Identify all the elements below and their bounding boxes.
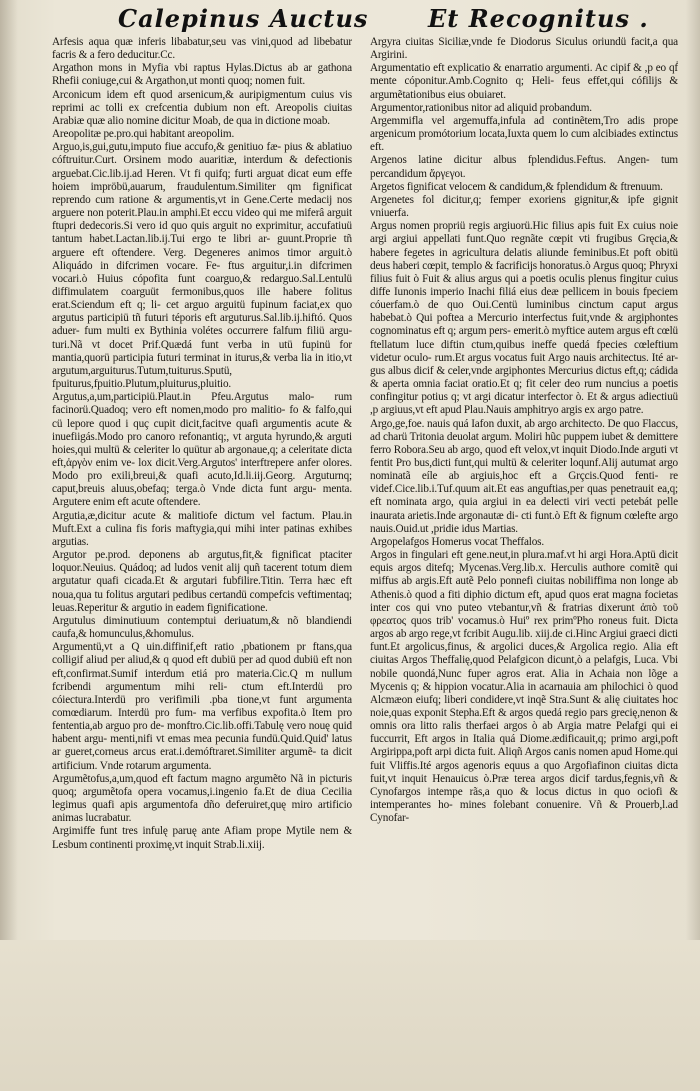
dictionary-entry: Argenetes fol dicitur,q; femper exoriens gignitur,& ipfe gignit vniuerfa. (370, 193, 678, 220)
dictionary-entry: Argumentü,vt a Q uin.diffinif,eft ratio ,pbationem pr ftans,qua colligif aliud per aliud,& q quod eft dubiü per ad quod dubiü eft non eft,confirmat.Sumif interdum etiá pro materia.Cic.Q m nullum fcribendi argumentum mihi reli- ctum eft.Interdü pro cóiectura.Interdü pro verifimili .pba tione,vt funt argumenta comœdiarum. Interdü pro fum- ma verfibus expofita.ò Item pro fententia,ab arguo pro de- monftro.Cic.lib.offi.Tabulę vero nouę quid habent argu- menti,nifi vt emas mea pecunia fundü.Quid.Quid' latus ar gueret,corneus arcus erat.i.demóftraret.Similiter argumẽ- ta dicit artificium. Vnde rotarum argumenta. (52, 641, 352, 772)
page-edge-shadow (686, 0, 700, 1091)
dictionary-entry: Areopolitæ pe.pro.qui habitant areopolim. (52, 128, 235, 141)
dictionary-entry: Argyra ciuitas Siciliæ,vnde fe Diodorus Siculus oriundü facit,a qua Argirini. (370, 36, 678, 62)
dictionary-entry: Argumentatio eft explicatio & enarratio argumenti. Ac cipif & ,p eo qḟ mente cóponitur.Amb.Cognito q; Heli- feus effet,qui cófilijs & argumẽtationibus eius obuiaret. (370, 62, 678, 101)
dictionary-entry: Arconicum idem eft quod arsenicum,& auripigmentum cuius vis reprimi ac tolli ex crefcentia dubium non eft. Areopolis ciuitas Arabiæ quæ alio nomine dicitur Moab, de qua in dictione moab. (52, 88, 352, 127)
right-text-column (370, 36, 678, 936)
running-head (110, 4, 660, 34)
dictionary-entry: Argutia,æ,dicitur acute & malitiofe dictum vel factum. Plau.in Muft.Ext a culina fis foris maftygia,qui mihi inter patinas exhibes argutias. (52, 509, 352, 548)
running-head-left: Calepinus Auctus (118, 4, 369, 33)
page-gutter-shadow (0, 0, 18, 1091)
dictionary-entry: Argus nomen propriü regis argiuorü.Hic filius apis fuit Ex cuius noie argi argiui appellati funt.Quo regnãte cœpit vti frugibus Gręcia,& habere fegetes in agricultura delatis aliunde feminibus.Et poft obitü deus haberi cœpit, templo & facrificijs honoratus.ò Argus quoq; Phryxi filius fuit ò Fuit & alius argus qui a poetis oculis plenus fingitur cuius diffe Iunonis imperio Inachi filiá eius deæ pellicem in bouis fpeciem cóuerfam.ò de quo Oui.Centü luminibus cinctum caput argus habebat.ò Qui poftea a Mercurio interfectus fuit,vnde & argiphontes cognominatus eft q; argum pers- emerit.ò myftice autem argus eft cœlü ftellatum luce diftin ctum,quibus ineffe quedá fpecies cœleftium videtur oculo- rum.Et argus vocatus fuit Argo nauis architectus. Ité ar- gus albus dicif & celer,vnde argiphontes Mercurius dictus eft,q; cádida & aperta omnia faciat oratio.Et q; fit celer deo rum nuncius a poetis confingitur potius q; vt argi dicatur interfector ò. Et & argus adiectiuü ,p argiuus,vt eft apud Plau.Nauis amphitryo argis ex argo patre. (370, 220, 678, 417)
dictionary-entry: Argos in fingulari eft gene.neut,in plura.maf.vt hi argi Hora.Aptü dicit equis argos ditefq; Mycenas.Verg.lib.x. Herculis authore comitẽ qui miffus ab argis.Eft autẽ Pelo ponnefi ciuitas nobiliffima non longe ab Athenis.ò quod a fiti diphio dictum eft, apud quos erat magna focietas inter cos qui vno puteo vtebantur,vñ & fratrias dixerunt ἀπὸ τοῦ φρεατος quos trib' vocamus.ò Huiº rex primºPho roneus fuit. Dicta argos ab argo rege,vt fcribit Augu.lib. xiij.de ci.Hinc Argiui graeci dicti funt.Et argolicus,finus, & argolici duces,& Argolica regio. Alia eft ciuitas Argos Theffalię,quod Pelafgicon dicunt,ò a pelafgis, Luca. Vbi nobile quondá,Nunc fuper agros erat. Alia in Achaia non lõge a Mycenis q; & hippion vocatur.Alia in acarnauia am philochici ò quod Alcmæon eiufq; liberi condidere,vt inqẽ Stra.Sunt & alię ciuitates hoc noie,quas exponit Stepha.Eft & argos quedá regio pars grecię,nenon & omnis ora litto ralis therfaei argos ò ab Argia matre Pelafgi qui ei fuccurrit, Eft argos in Italia quá Diome.ædificauit,q; primo argi,poft Argirippa,poft arpi dicta fuit. Aliqñ Argos canis nomen apud Home.qui fuit Vliffis.Ité argos agenoris equus a quo Argofiafinon ciuitas dicta fuit,vt inquit Henauicus ò.Præ terea argos dicif tardus,fegnis,vñ & Cynofargos intempe rãs,a quo & locus dictus in quo ociofi & intemperantes ho- mines folebant conuenire. Vñ & Prouerb,l.ad Cynofar- (370, 549, 678, 825)
dictionary-entry: Argumentor,rationibus nitor ad aliquid probandum. (370, 101, 592, 114)
page-bottom-margin (0, 940, 700, 1091)
dictionary-entry: Argemmifla vel argemuffa,infula ad continẽtem,Tro adis prope argenicum promótorium locata,Iuxta quem lo cum alcibiades extinctus eft. (370, 114, 678, 154)
dictionary-entry: Argimiffe funt tres infulę paruę ante Afiam prope Mytile nem & Lesbum continenti proximę,vt inquit Strab.li.xiij. (52, 825, 352, 851)
dictionary-entry: Argathon mons in Myfia vbi raptus Hylas.Dictus ab ar gathona Rhefii coniuge,cui & Argathon,ut monti quoq; nomen fuit. (52, 62, 352, 88)
dictionary-entry: Arguo,is,gui,gutu,imputo fiue accufo,& genitiuo fæ- pius & ablatiuo cóftruitur.Curt. Orsinem modo auaritiæ, interdum & defectionis arguebat.Cic.lib.ij.ad Heren. Vt fi quifq; furti arguat dicat eum effe hoiem impröbü,auarum, fraudulentum.Similiter qm fignificat reprendo cum ratione & argumentis,vt in Gene.Certe medacij nos arguere non poterit.Plau.in amphi.Et eccu video qui me miferâ arguit ftupri dedecoris.Si vero id quo quis arguit no exprimitur, accufatiuü tantum habet.Lactan.lib.ij.Tui ergo te libri ar- guunt.Proprie tñ arguere eft oftendere. Verg. Degeneres animos timor arguit.ò Aliquádo in difcrimen vocare. Fe- ftus arguitur,i.in difcrimen vocari.ò Huius cópofita funt coarguo,& redarguo.Sal.Lentulü diffimulatem coarguüt fermonibus,quos ille habere folitus erat.Sciendum eft q; li- cet arguo arguitü fupinum faciat,ex quo argutus participiü tñ futuri téporis eft arguturus.Sal.lib.ij.hiftó. Quos aduer- fum multi ex Bythinia volétes occurrere falfum filiü argu- turi.Nã vt docet Prif.Quædá funt verba in utü fupinü for mantia,quorü participia futuri terminat in iturus,& verba lia in itio,vt argutum,arguiturus.Tutum,tuiturus.Sputü, fpuiturus,fpuitio.Plutum,pluiturus,pluitio. (52, 141, 352, 391)
left-text-column (52, 36, 352, 936)
dictionary-entry: Argutor pe.prod. deponens ab argutus,fit,& fignificat ptaciter loquor.Neuius. Quádoq; ad ludos venit alij quñ tacerent totum diem argutatur quafi cicada.Et & argutari fubfilire.Titin. Terra hæc eft noua,qua tu folitus argutari pedibus certandü compefcis veftimentaq; leuas.Reperitur & argutio in eadem fignificatione. (52, 549, 352, 614)
dictionary-entry: Argumẽtofus,a,um,quod eft factum magno argumẽto Nã in picturis quoq; argumẽtofa opera vocamus,i.ingenio fa.Et de diua Cecilia legimus quafi apis argumentofa dño deferuiret,quę miro artificio animas lucrabatur. (52, 772, 352, 825)
dictionary-entry: Arfesis aqua quæ inferis libabatur,seu vas vini,quod ad libebatur facris & a fero deducitur.Cc. (52, 36, 352, 62)
dictionary-entry: Argutus,a,um,participiü.Plaut.in Pfeu.Argutus malo- rum facinorü.Quadoq; vero eft nomen,modo pro malitio- fo & falfo,qui cü lepore quod i quç cupit dicit,facitve quafi argumentis acute & inuefiigás.Modo pro canoro refonantiq;, vt arguta hyrundo,& arguti hoies,qui multü & celeriter lo quütur ab argonaue,q; a celeritate dicta eft,ἀργὸν enim ve- lox dicit.Verg.Argutos' interftrepere anfer olores. Modo pro exili,breui,& quafi acuto,Id.li.iij.Georg. Arguturnq; caput,breuis aluus,obefaq; terga.ò Vnde dicta funt argu- menta. Argutere enim eft acute oftendere. (52, 391, 352, 509)
dictionary-entry: Argutulus diminutiuum contemptui deriuatum,& nõ blandiendi caufa,& homunculus,&homulus. (52, 614, 352, 641)
dictionary-entry: Argopelafgos Homerus vocat Theffalos. (370, 535, 545, 548)
dictionary-entry: Argo,ge,foe. nauis quá Iafon duxit, ab argo architecto. De quo Flaccus, ad charü Tritonia deuolat argum. Moliri hũc puppem iubet & demittere ferro Robora.Seu ab argo, quod eft velox,vt inquit Diodo.Inde arguti vt fentit Pro bus,dicti funt,qui multü & celeriter loqunf.Alij autumat argo nominatã eíle ab argiuis,hoc eft a Grçcis.Quod fenti- re videf.Cice.lib.i.Tuf.quum ait.Et eas anguftias,per quas penetrauit ea,q; eft nominata argo, quia argiui in ea delecti viri vecti petebát pelle inaurata arietis.Inde argonautæ di- cti funt.ò Eft & fignum cœlefte argo nauis.Ouid.ut ,pridie idus Martias. (370, 417, 678, 535)
dictionary-entry: Argenos latine dicitur albus fplendidus.Feftus. Angen- tum percandidum ἄργεγοι. (370, 154, 678, 180)
running-head-right: Et Recognitus . (428, 4, 649, 33)
dictionary-entry: Argetos fignificat velocem & candidum,& fplendidum & ftrenuum. (370, 180, 663, 193)
